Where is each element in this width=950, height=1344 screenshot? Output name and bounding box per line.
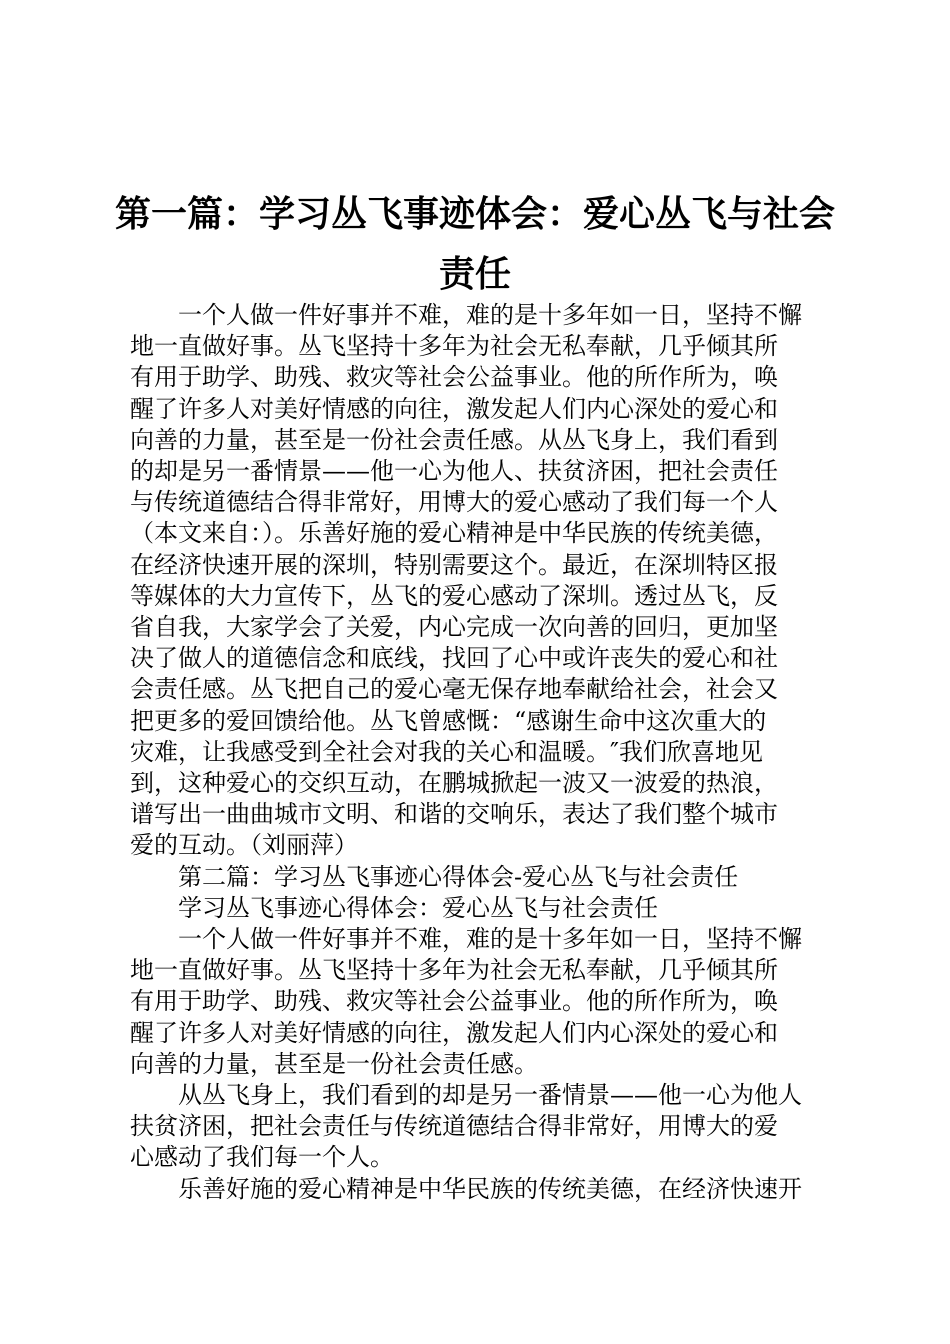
body-text-line: 一个人做一件好事并不难，难的是十多年如一日，坚持不懈 xyxy=(130,925,802,953)
body-text-line: 到，这种爱心的交织互动，在鹏城掀起一波又一波爱的热浪， xyxy=(130,769,778,797)
body-text-line: 谱写出一曲曲城市文明、和谐的交响乐，表达了我们整个城市 xyxy=(130,800,778,829)
body-text-line: （本文来自：）。乐善好施的爱心精神是中华民族的传统美德， xyxy=(130,519,778,548)
body-text-line: 会责任感。丛飞把自己的爱心毫无保存地奉献给社会，社会又 xyxy=(130,675,778,704)
body-text-line: 灾难，让我感受到全社会对我的关心和温暖。″我们欣喜地见 xyxy=(130,737,763,766)
body-text-line: 有用于助学、助残、救灾等社会公益事业。他的所作所为，唤 xyxy=(130,987,778,1016)
body-text-line: 有用于助学、助残、救灾等社会公益事业。他的所作所为，唤 xyxy=(130,363,778,392)
document-title-line-1: 第一篇：学习丛飞事迹体会：爱心丛飞与社会 xyxy=(114,193,835,235)
body-text-line: 醒了许多人对美好情感的向往，激发起人们内心深处的爱心和 xyxy=(130,394,778,423)
body-text-line: 扶贫济困，把社会责任与传统道德结合得非常好，用博大的爱 xyxy=(130,1112,778,1141)
body-text-line: 等媒体的大力宣传下，丛飞的爱心感动了深圳。透过丛飞，反 xyxy=(130,581,778,610)
body-text-line: 的却是另一番情景——他一心为他人、扶贫济困，把社会责任 xyxy=(130,457,778,485)
body-text-line: 乐善好施的爱心精神是中华民族的传统美德，在经济快速开 xyxy=(130,1174,802,1203)
body-text-line: 把更多的爱回馈给他。丛飞曾感慨：“感谢生命中这次重大的 xyxy=(130,706,767,735)
body-text-line: 向善的力量，甚至是一份社会责任感。从丛飞身上，我们看到 xyxy=(130,425,778,454)
document-title-line-2: 责任 xyxy=(438,253,511,295)
body-text-line: 省自我，大家学会了关爱，内心完成一次向善的回归，更加坚 xyxy=(130,613,778,641)
body-text-line: 第二篇：学习丛飞事迹心得体会-爱心丛飞与社会责任 xyxy=(130,862,739,891)
body-text-line: 决了做人的道德信念和底线，找回了心中或许丧失的爱心和社 xyxy=(130,644,778,673)
body-text-line: 醒了许多人对美好情感的向往，激发起人们内心深处的爱心和 xyxy=(130,1018,778,1047)
body-text-line: 心感动了我们每一个人。 xyxy=(130,1143,394,1172)
body-text-line: 一个人做一件好事并不难，难的是十多年如一日，坚持不懈 xyxy=(130,301,802,329)
body-text-line: 爱的互动。（刘丽萍） xyxy=(130,831,358,860)
body-text-line: 地一直做好事。丛飞坚持十多年为社会无私奉献，几乎倾其所 xyxy=(130,332,778,361)
body-text-line: 在经济快速开展的深圳，特别需要这个。最近，在深圳特区报 xyxy=(130,550,778,579)
body-text-line: 学习丛飞事迹心得体会：爱心丛飞与社会责任 xyxy=(130,893,658,922)
body-text-line: 与传统道德结合得非常好，用博大的爱心感动了我们每一个人 xyxy=(130,488,778,517)
body-text-line: 地一直做好事。丛飞坚持十多年为社会无私奉献，几乎倾其所 xyxy=(130,956,778,985)
body-text-line: 从丛飞身上，我们看到的却是另一番情景——他一心为他人 xyxy=(130,1081,802,1109)
body-text-line: 向善的力量，甚至是一份社会责任感。 xyxy=(130,1049,538,1078)
